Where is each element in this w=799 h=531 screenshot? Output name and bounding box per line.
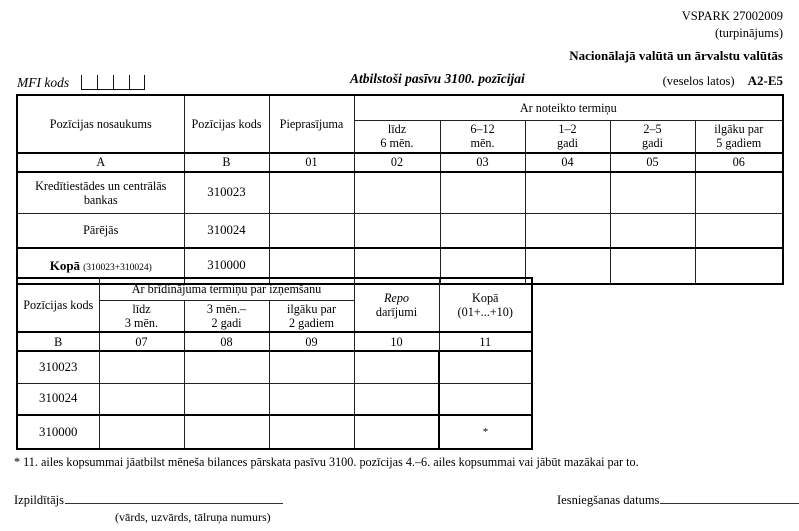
mfi-code-label: MFI kods xyxy=(17,74,70,90)
header2-total xyxy=(439,278,532,332)
cell2-310024-08[interactable] xyxy=(184,383,269,415)
mfi-code-box-2[interactable] xyxy=(97,75,113,90)
reference-code: VSPARK 27002009 xyxy=(681,9,783,23)
cell-310023-05[interactable] xyxy=(610,172,695,214)
cell2-310023-09[interactable] xyxy=(269,351,354,383)
currency-heading: Nacionālajā valūtā un ārvalstu valūtās xyxy=(569,48,783,63)
header-term-2-line1: 1–2 xyxy=(558,122,577,136)
cell2-310023-11[interactable] xyxy=(439,351,532,383)
table-row xyxy=(17,172,783,214)
table-row xyxy=(17,351,532,383)
cell-310023-04[interactable] xyxy=(525,172,610,214)
header-term-3-line2: gadi xyxy=(642,136,663,151)
row-label-310023: Kredītiestādes un centrālās bankas xyxy=(17,172,184,214)
header-term-0-line2: 6 mēn. xyxy=(380,136,414,151)
cell-310023-03[interactable] xyxy=(440,172,525,214)
liabilities-table xyxy=(16,94,784,285)
table-row xyxy=(17,153,783,172)
letter-cell-b: B xyxy=(184,153,269,172)
table-row xyxy=(17,415,532,449)
letter2-cell-07: 07 xyxy=(99,332,184,351)
form-title: Atbilstoši pasīvu 3100. pozīcijai xyxy=(350,71,525,86)
header-position-name: Pozīcijas nosaukums xyxy=(17,95,184,153)
header2-notice-0 xyxy=(99,300,184,332)
header-term-1-line1: 6–12 xyxy=(470,122,495,136)
header-term-2-line2: gadi xyxy=(557,136,578,151)
header2-notice-0-line1: līdz xyxy=(132,301,151,316)
header-term-1 xyxy=(440,121,525,153)
cell2-310024-11[interactable] xyxy=(439,383,532,415)
row-code-310000: 310000 xyxy=(184,248,269,284)
cell-310024-05[interactable] xyxy=(610,214,695,248)
executor-label: Izpildītājs xyxy=(14,493,64,507)
document-reference xyxy=(682,8,783,42)
letter-cell-04: 04 xyxy=(525,153,610,172)
letter2-cell-09: 09 xyxy=(269,332,354,351)
units-and-code xyxy=(663,73,783,89)
header-term-0-line1: līdz xyxy=(387,122,407,136)
cell2-310024-09[interactable] xyxy=(269,383,354,415)
letter-cell-02: 02 xyxy=(354,153,440,172)
header2-total-line2: (01+...+10) xyxy=(457,305,513,320)
header2-repo xyxy=(354,278,439,332)
header2-repo-line1: Repo xyxy=(383,290,410,305)
row2-code-310023: 310023 xyxy=(17,351,99,383)
header2-notice-2 xyxy=(269,300,354,332)
table-row xyxy=(17,278,532,300)
cell-310000-04[interactable] xyxy=(525,248,610,284)
reference-note: (turpinājums) xyxy=(714,25,783,40)
mfi-code-box-4[interactable] xyxy=(129,75,145,90)
cell2-310024-07[interactable] xyxy=(99,383,184,415)
submission-date-label: Iesniegšanas datums xyxy=(557,493,660,507)
form-code: A2-E5 xyxy=(747,73,783,88)
letter-cell-a: A xyxy=(17,153,184,172)
cell-310024-03[interactable] xyxy=(440,214,525,248)
letter2-cell-08: 08 xyxy=(184,332,269,351)
submission-date-field xyxy=(557,492,799,508)
executor-caption: (vārds, uzvārds, tālruņa numurs) xyxy=(115,510,271,524)
letter-cell-06: 06 xyxy=(695,153,783,172)
cell-310024-06[interactable] xyxy=(695,214,783,248)
letter2-cell-10: 10 xyxy=(354,332,439,351)
header-position-code: Pozīcijas kods xyxy=(184,95,269,153)
footnote: * 11. ailes kopsummai jāatbilst mēneša bilances pārskata pasīvu 3100. pozīcijas 4.–6. ailes kopsummai vai jābūt mazākai par to. xyxy=(14,455,639,469)
header-term-0 xyxy=(354,121,440,153)
row-label-310000-main: Kopā xyxy=(49,257,81,273)
letter-cell-03: 03 xyxy=(440,153,525,172)
cell2-310024-10[interactable] xyxy=(354,383,439,415)
header2-repo-line2: darījumi xyxy=(375,305,418,320)
row2-code-310024: 310024 xyxy=(17,383,99,415)
header2-notice-1-line1: 3 mēn.– xyxy=(206,301,247,316)
mfi-code-box-1[interactable] xyxy=(81,75,97,90)
header2-notice-1-line2: 2 gadi xyxy=(211,315,242,330)
executor-field xyxy=(14,492,283,508)
cell2-310023-08[interactable] xyxy=(184,351,269,383)
table-row xyxy=(17,214,783,248)
header-term-1-line2: mēn. xyxy=(470,136,495,151)
letter2-cell-11: 11 xyxy=(439,332,532,351)
header-term-4 xyxy=(695,121,783,153)
cell-310024-02[interactable] xyxy=(354,214,440,248)
mfi-code-box-3[interactable] xyxy=(113,75,129,90)
notice-period-table xyxy=(16,277,533,450)
cell-310000-05[interactable] xyxy=(610,248,695,284)
mfi-code-row xyxy=(17,70,145,90)
table-row xyxy=(17,332,532,351)
executor-input-line[interactable] xyxy=(65,492,283,504)
cell-310000-06[interactable] xyxy=(695,248,783,284)
cell-310024-01[interactable] xyxy=(269,214,354,248)
header-fixed-term-group: Ar noteikto termiņu xyxy=(354,95,783,121)
cell2-310023-07[interactable] xyxy=(99,351,184,383)
cell2-310023-10[interactable] xyxy=(354,351,439,383)
header2-notice-2-line1: ilgāku par xyxy=(286,301,337,316)
letter-cell-01: 01 xyxy=(269,153,354,172)
cell2-310000-07[interactable] xyxy=(99,415,184,449)
header-term-4-line2: 5 gadiem xyxy=(716,136,762,151)
cell2-310000-08[interactable] xyxy=(184,415,269,449)
row-label-310024: Pārējās xyxy=(17,214,184,248)
header2-notice-group: Ar brīdinājuma termiņu par izņemšanu xyxy=(99,278,354,300)
units-label: (veselos latos) xyxy=(662,74,735,88)
cell-310023-01[interactable] xyxy=(269,172,354,214)
mfi-code-boxes[interactable] xyxy=(81,75,145,90)
cell-310023-06[interactable] xyxy=(695,172,783,214)
header2-position-code: Pozīcijas kods xyxy=(17,278,99,332)
cell2-310000-09[interactable] xyxy=(269,415,354,449)
cell-310024-04[interactable] xyxy=(525,214,610,248)
cell2-310000-10[interactable] xyxy=(354,415,439,449)
header2-notice-2-line2: 2 gadiem xyxy=(288,315,334,330)
header-term-3 xyxy=(610,121,695,153)
letter-cell-05: 05 xyxy=(610,153,695,172)
cell-310023-02[interactable] xyxy=(354,172,440,214)
table-row xyxy=(17,383,532,415)
row-code-310024: 310024 xyxy=(184,214,269,248)
table-row xyxy=(17,95,783,121)
row-label-310000-formula: (310023+310024) xyxy=(83,262,152,273)
header2-total-line1: Kopā xyxy=(472,290,499,305)
row2-code-310000: 310000 xyxy=(17,415,99,449)
letter2-cell-b: B xyxy=(17,332,99,351)
header2-notice-1 xyxy=(184,300,269,332)
row-code-310023: 310023 xyxy=(184,172,269,214)
submission-date-input-line[interactable] xyxy=(660,492,799,504)
header-term-4-line1: ilgāku par xyxy=(714,122,764,136)
header2-notice-0-line2: 3 mēn. xyxy=(124,315,159,330)
header-on-demand: Pieprasījuma xyxy=(269,95,354,153)
header-term-3-line1: 2–5 xyxy=(643,122,662,136)
header-term-2 xyxy=(525,121,610,153)
cell2-310000-11[interactable]: * xyxy=(439,415,532,449)
